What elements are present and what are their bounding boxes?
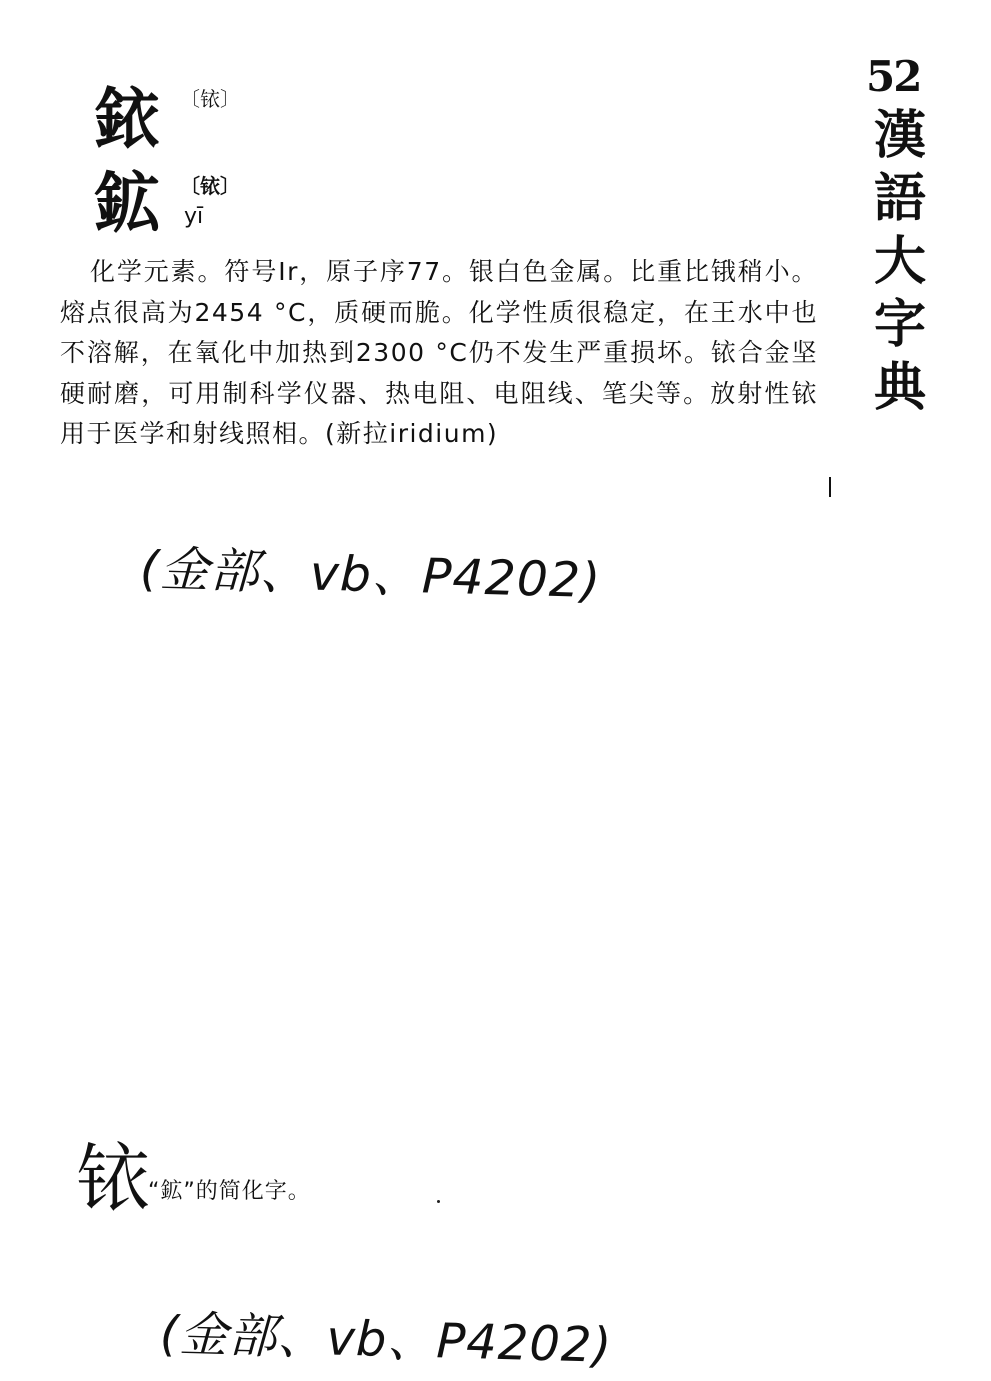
headword-traditional: 銥 (94, 80, 158, 158)
headword-variant: 鉱 (94, 164, 158, 242)
simplified-char: 铱 (76, 1136, 148, 1222)
title-char: 典 (873, 357, 926, 418)
series-number: 52 (866, 52, 921, 101)
title-char: 字 (873, 294, 926, 355)
definition-text: 化学元素。符号Ir，原子序77。银白色金属。比重比锇稍小。熔点很高为2454 °C，质硬而脆。化学性质很稳定，在王水中也不溶解，在氧化中加热到2300 °C仍不发生严重损坏。铱合金坚硬耐磨，可用制科学仪器、热电阻、电阻线、笔尖等。放射性铱用于医学和射线照相。(新拉iridium) (60, 257, 818, 448)
headword-variant-bracket: 〔铱〕 (180, 174, 240, 198)
title-char: 大 (873, 231, 926, 292)
handwritten-note-2: (金部、vb、P4202) (159, 1306, 613, 1374)
headword-traditional-bracket: 〔铱〕 (180, 87, 240, 111)
stray-dot (437, 1200, 440, 1203)
dictionary-title (870, 104, 930, 419)
margin-tick (829, 477, 831, 497)
pinyin: yī (184, 204, 204, 229)
title-char: 漢 (873, 105, 926, 166)
title-char: 語 (873, 168, 926, 229)
handwritten-note: (金部、vb、P4202) (139, 541, 602, 610)
simplified-description: “鉱”的简化字。 (148, 1179, 311, 1204)
